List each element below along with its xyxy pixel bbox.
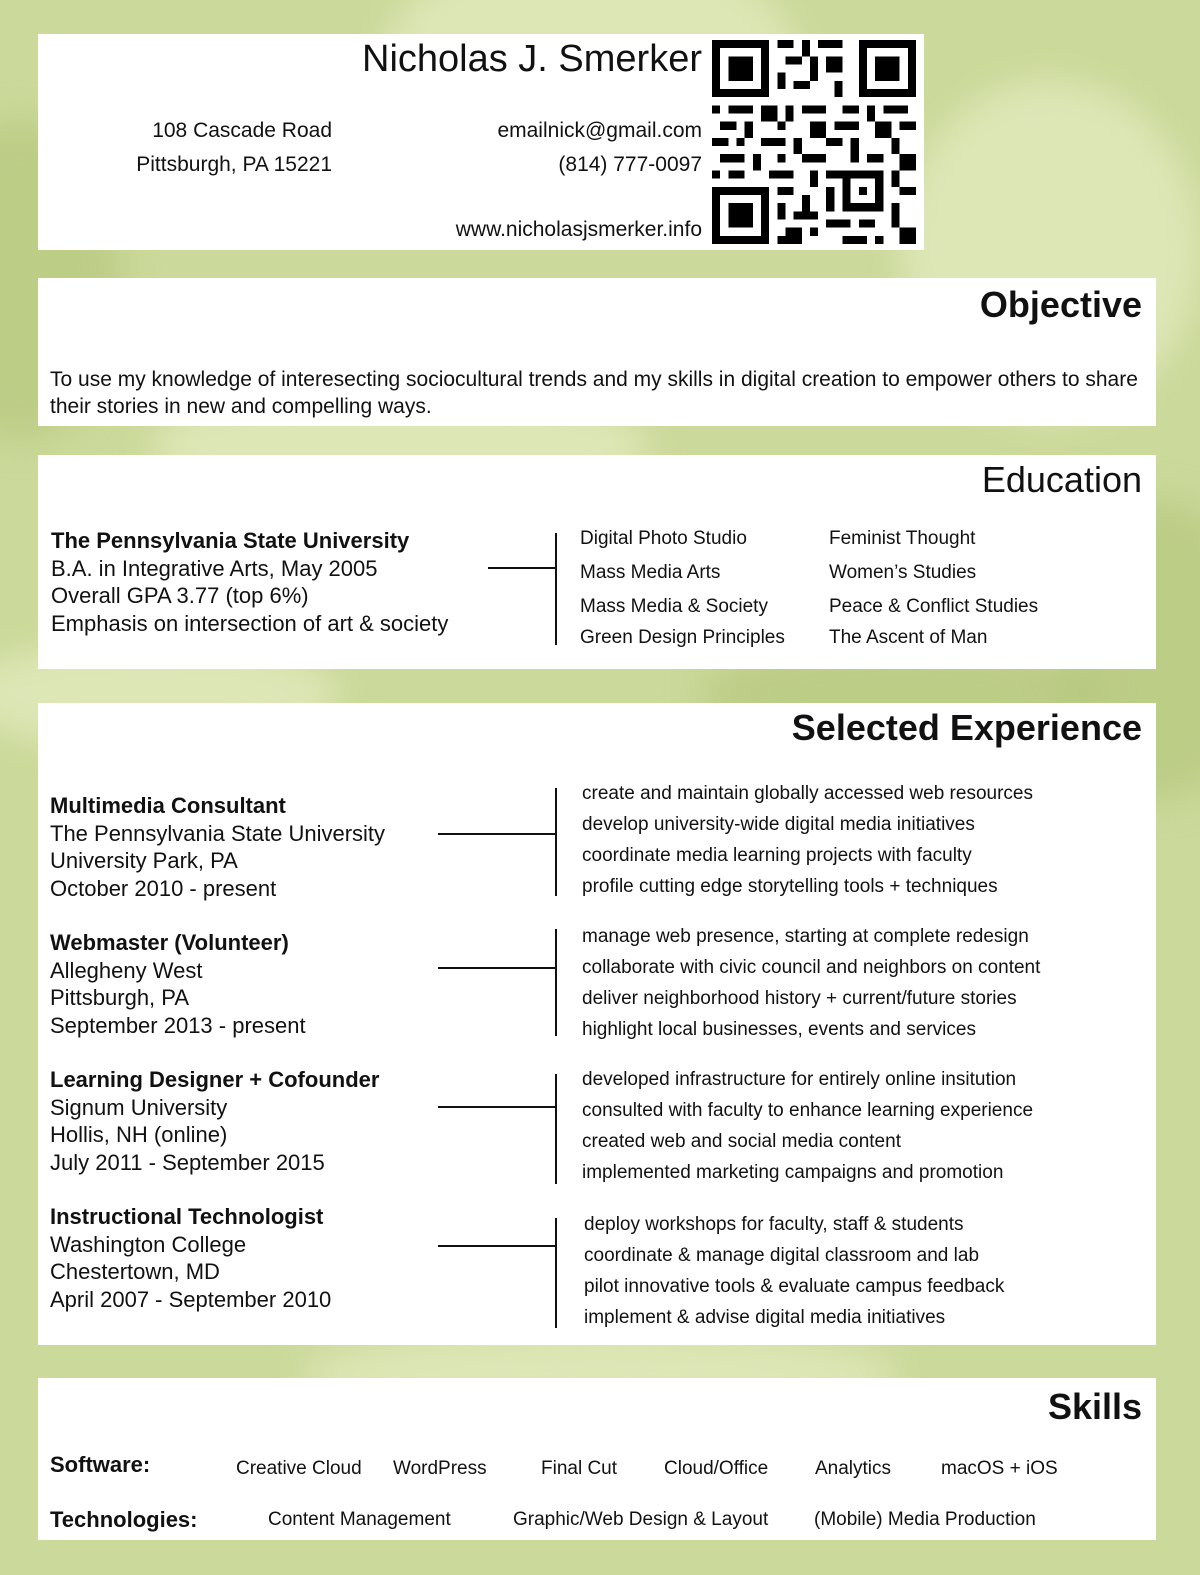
emphasis: Emphasis on intersection of art & society (51, 610, 449, 636)
job-org: Signum University (50, 1094, 228, 1120)
course-item: Mass Media Arts (580, 562, 721, 583)
duty-item: consulted with faculty to enhance learning experience (582, 1100, 1034, 1121)
degree: B.A. in Integrative Arts, May 2005 (51, 555, 378, 581)
job-location: Hollis, NH (online) (50, 1122, 228, 1147)
address-line2: Pittsburgh, PA 15221 (136, 153, 332, 176)
candidate-name: Nicholas J. Smerker (362, 38, 702, 80)
job-dates: July 2011 - September 2015 (50, 1149, 325, 1175)
job-entry (50, 1066, 379, 1176)
job-duties (582, 1064, 1033, 1188)
software-item: Cloud/Office (664, 1458, 769, 1479)
contact-block (497, 114, 702, 182)
duty-item: coordinate & manage digital classroom and lab (584, 1245, 980, 1266)
experience-section (38, 703, 1156, 1345)
education-entry (51, 527, 448, 637)
software-item: WordPress (393, 1458, 487, 1479)
duty-item: develop university-wide digital media initiatives (582, 814, 975, 835)
job-location: Pittsburgh, PA (50, 985, 189, 1010)
software-item: macOS + iOS (941, 1458, 1058, 1479)
duty-item: created web and social media content (582, 1131, 901, 1152)
job-dates: October 2010 - present (50, 875, 277, 901)
objective-section (38, 278, 1156, 426)
technologies-label: Technologies: (50, 1507, 198, 1532)
connector-line (438, 967, 556, 969)
address-block (136, 114, 332, 182)
duty-item: pilot innovative tools & evaluate campus feedback (584, 1276, 1005, 1297)
duty-item: developed infrastructure for entirely online insitution (582, 1069, 1017, 1090)
job-title: Webmaster (Volunteer) (50, 930, 289, 955)
job-location: Chestertown, MD (50, 1259, 220, 1284)
skills-heading: Skills (1047, 1386, 1142, 1427)
duty-item: profile cutting edge storytelling tools + techniques (582, 876, 998, 897)
technology-item: Content Management (268, 1509, 451, 1530)
duty-item: collaborate with civic council and neighbors on content (582, 957, 1041, 978)
job-title: Learning Designer + Cofounder (50, 1067, 380, 1092)
gpa: Overall GPA 3.77 (top 6%) (51, 583, 309, 608)
objective-heading: Objective (979, 284, 1142, 325)
job-location: University Park, PA (50, 848, 238, 873)
duty-item: manage web presence, starting at complete redesign (582, 926, 1029, 947)
software-item: Final Cut (541, 1458, 618, 1479)
software-label: Software: (50, 1452, 151, 1477)
education-section (38, 455, 1156, 669)
duty-item: implement & advise digital media initiatives (584, 1307, 946, 1328)
course-item: Green Design Principles (580, 627, 785, 648)
technology-item: (Mobile) Media Production (814, 1509, 1036, 1530)
website-link[interactable]: www.nicholasjsmerker.info (455, 218, 702, 241)
course-item: Peace & Conflict Studies (829, 596, 1039, 617)
job-duties (582, 778, 1033, 902)
phone-number: (814) 777-0097 (558, 153, 702, 176)
job-org: Allegheny West (50, 957, 203, 983)
software-item: Analytics (815, 1458, 892, 1479)
divider-line (555, 929, 557, 1036)
connector-line (488, 567, 556, 569)
job-entry (50, 929, 306, 1039)
duty-item: deliver neighborhood history + current/future stories (582, 988, 1017, 1009)
job-title: Instructional Technologist (50, 1204, 324, 1229)
connector-line (438, 1106, 556, 1108)
job-duties (582, 921, 1040, 1045)
divider-line (555, 533, 557, 645)
connector-line (438, 833, 556, 835)
objective-text: To use my knowledge of interesecting sociocultural trends and my skills in digital creation to empower others to share their stories in new and compelling ways. (50, 368, 1138, 418)
address-line1: 108 Cascade Road (152, 119, 332, 142)
divider-line (555, 1074, 557, 1184)
experience-heading: Selected Experience (791, 707, 1142, 748)
divider-line (555, 1218, 557, 1328)
qr-code-icon[interactable] (712, 40, 916, 244)
job-org: Washington College (50, 1231, 247, 1257)
job-org: The Pennsylvania State University (50, 820, 386, 846)
job-dates: September 2013 - present (50, 1012, 306, 1038)
header-card (38, 34, 924, 250)
school-name: The Pennsylvania State University (51, 528, 410, 553)
duty-item: coordinate media learning projects with faculty (582, 845, 972, 866)
duty-item: implemented marketing campaigns and promotion (582, 1162, 1004, 1183)
job-entry (50, 1203, 331, 1313)
software-item: Creative Cloud (236, 1458, 362, 1479)
email-link[interactable]: emailnick@gmail.com (497, 119, 702, 142)
skills-section (38, 1378, 1156, 1540)
divider-line (555, 788, 557, 896)
course-item: The Ascent of Man (829, 627, 988, 648)
course-item: Mass Media & Society (580, 596, 768, 617)
course-item: Women’s Studies (829, 562, 977, 583)
duty-item: highlight local businesses, events and services (582, 1019, 976, 1040)
course-item: Digital Photo Studio (580, 528, 747, 549)
job-dates: April 2007 - September 2010 (50, 1286, 332, 1312)
course-item: Feminist Thought (829, 528, 976, 549)
duty-item: create and maintain globally accessed web resources (582, 783, 1033, 804)
job-title: Multimedia Consultant (50, 793, 286, 818)
technology-item: Graphic/Web Design & Layout (513, 1509, 769, 1530)
education-heading: Education (981, 459, 1142, 500)
connector-line (438, 1245, 556, 1247)
job-duties (584, 1209, 1004, 1333)
job-entry (50, 792, 385, 902)
duty-item: deploy workshops for faculty, staff & students (584, 1214, 964, 1235)
